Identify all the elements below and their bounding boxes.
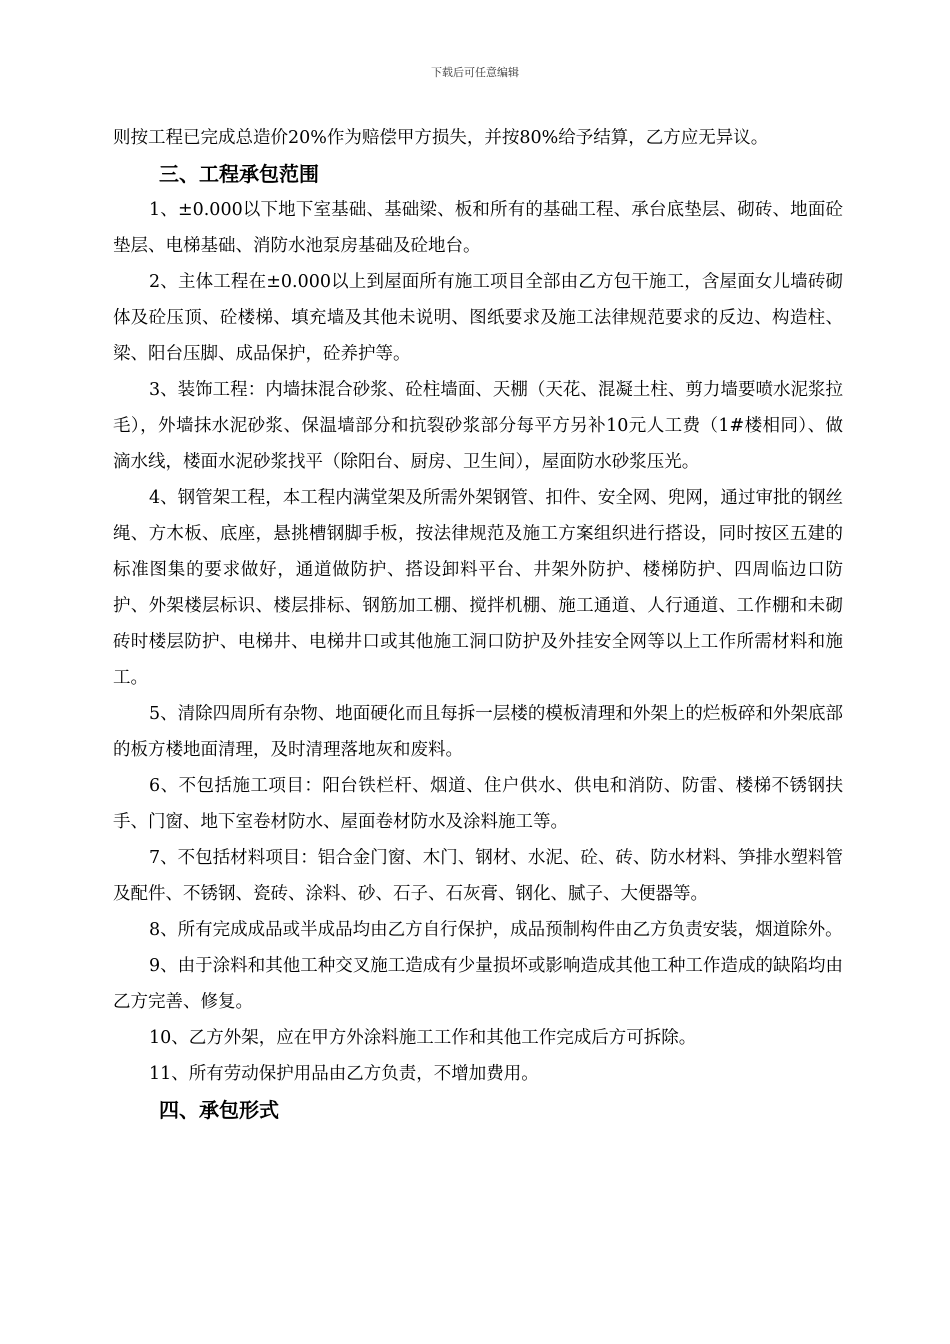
section-3-item-2: 2、主体工程在±0.000以上到屋面所有施工项目全部由乙方包干施工，含屋面女儿墙砖砌体及砼压顶、砼楼梯、填充墙及其他未说明、图纸要求及施工法律规范要求的反边、构造柱、梁、阳台压脚、成品保护，砼养护等。 <box>113 272 843 364</box>
page-header-note: 下载后可任意编辑 <box>431 66 519 79</box>
section-4-heading: 四、承包形式 <box>159 1098 279 1122</box>
section-3-item-1: 1、±0.000以下地下室基础、基础梁、板和所有的基础工程、承台底垫层、砌砖、地面砼垫层、电梯基础、消防水池泵房基础及砼地台。 <box>113 200 843 256</box>
section-3-item-4: 4、钢管架工程，本工程内满堂架及所需外架钢管、扣件、安全网、兜网，通过审批的钢丝绳、方木板、底座，悬挑槽钢脚手板，按法律规范及施工方案组织进行搭设，同时按区五建的标准图集的要求做好，通道做防护、搭设卸料平台、井架外防护、楼梯防护、四周临边口防护、外架楼层标识、楼层排标、钢筋加工棚、搅拌机棚、施工通道、人行通道、工作棚和未砌砖时楼层防护、电梯井、电梯井口或其他施工洞口防护及外挂安全网等以上工作所需材料和施工。 <box>113 488 843 688</box>
section-3-item-3: 3、装饰工程：内墙抹混合砂浆、砼柱墙面、天棚（天花、混凝土柱、剪力墙要喷水泥浆拉毛），外墙抹水泥砂浆、保温墙部分和抗裂砂浆部分每平方另补10元人工费（1#楼相同）、做滴水线，楼面水泥砂浆找平（除阳台、厨房、卫生间），屋面防水砂浆压光。 <box>113 380 843 472</box>
section-3-item-10: 10、乙方外架，应在甲方外涂料施工工作和其他工作完成后方可拆除。 <box>149 1028 697 1048</box>
section-3-item-11: 11、所有劳动保护用品由乙方负责，不增加费用。 <box>149 1064 539 1084</box>
document-body <box>113 120 843 1128</box>
intro-paragraph: 则按工程已完成总造价20%作为赔偿甲方损失，并按80%给予结算，乙方应无异议。 <box>113 128 769 148</box>
section-3-item-9: 9、由于涂料和其他工种交叉施工造成有少量损坏或影响造成其他工种工作造成的缺陷均由乙方完善、修复。 <box>113 956 843 1012</box>
section-3-item-5: 5、清除四周所有杂物、地面硬化而且每拆一层楼的模板清理和外架上的烂板碎和外架底部的板方楼地面清理，及时清理落地灰和废料。 <box>113 704 843 760</box>
section-3-item-8: 8、所有完成成品或半成品均由乙方自行保护，成品预制构件由乙方负责安装，烟道除外。 <box>149 920 843 940</box>
section-3-item-7: 7、不包括材料项目：铝合金门窗、木门、钢材、水泥、砼、砖、防水材料、笋排水塑料管及配件、不锈钢、瓷砖、涂料、砂、石子、石灰膏、钢化、腻子、大便器等。 <box>113 848 843 904</box>
section-3-heading: 三、工程承包范围 <box>159 162 319 186</box>
section-3-item-6: 6、不包括施工项目：阳台铁栏杆、烟道、住户供水、供电和消防、防雷、楼梯不锈钢扶手、门窗、地下室卷材防水、屋面卷材防水及涂料施工等。 <box>113 776 843 832</box>
